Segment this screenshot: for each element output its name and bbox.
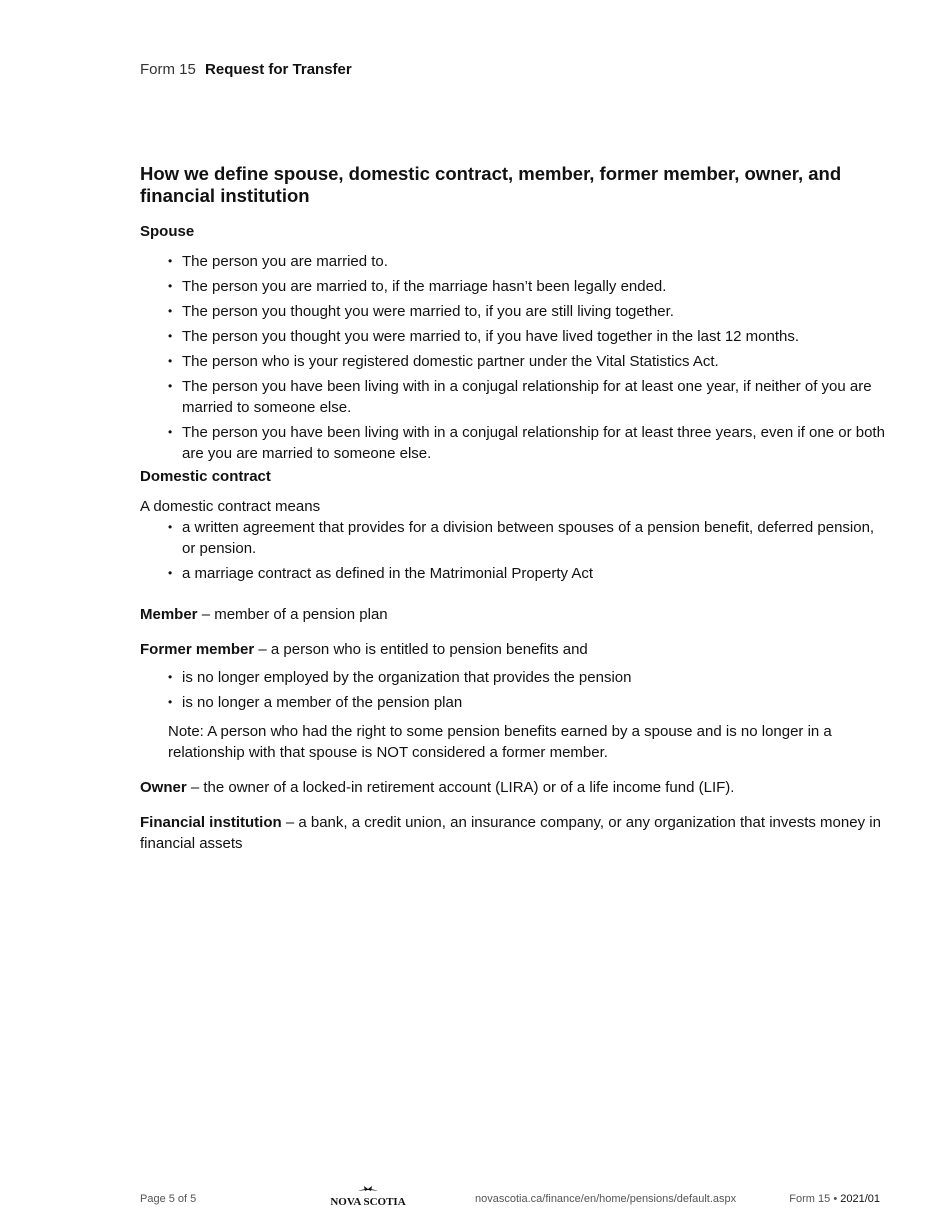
list-item: • The person you thought you were married to, if you are still living together. xyxy=(168,301,885,322)
spouse-list xyxy=(140,251,885,464)
former-member-text: – a person who is entitled to pension benefits and xyxy=(254,641,588,658)
footer-separator: • xyxy=(830,1193,841,1205)
financial-institution-term: Financial institution xyxy=(140,814,282,831)
list-item: • The person you are married to. xyxy=(168,251,885,272)
list-item: • The person you thought you were married to, if you have lived together in the last 12 months. xyxy=(168,326,885,347)
domestic-contract-list xyxy=(140,517,885,584)
footer-form-date: 2021/01 xyxy=(840,1193,880,1205)
list-item: • is no longer a member of the pension plan xyxy=(168,692,885,713)
list-item: • The person you have been living with in a conjugal relationship for at least one year, if neither of you are married to someone else. xyxy=(168,376,885,418)
financial-institution-definition xyxy=(140,812,885,854)
member-term: Member xyxy=(140,606,198,623)
spouse-heading: Spouse xyxy=(140,223,195,240)
domestic-contract-heading: Domestic contract xyxy=(140,468,271,485)
owner-text: – the owner of a locked-in retirement account (LIRA) or of a life income fund (LIF). xyxy=(186,779,735,796)
section-heading: How we define spouse, domestic contract, member, former member, owner, and financial institution xyxy=(140,163,842,206)
footer-form-number: Form 15 xyxy=(789,1193,831,1205)
domestic-contract-intro: A domestic contract means xyxy=(140,498,321,515)
owner-term: Owner xyxy=(140,779,187,796)
list-item: • The person you have been living with in a conjugal relationship for at least three years, even if one or both are you are married to someone else. xyxy=(168,422,885,464)
form-number: Form 15 xyxy=(140,61,196,78)
list-item: • The person you are married to, if the marriage hasn’t been legally ended. xyxy=(168,276,885,297)
financial-institution-text: – a bank, a credit union, an insurance company, or any organization that invests money in financial assets xyxy=(140,814,881,852)
former-member-list xyxy=(140,667,885,713)
former-member-note: Note: A person who had the right to some pension benefits earned by a spouse and is no longer in a relationship with that spouse is NOT considered a former member. xyxy=(168,723,832,761)
former-member-definition xyxy=(140,639,885,660)
list-item: • The person who is your registered domestic partner under the Vital Statistics Act. xyxy=(168,351,885,372)
page-footer xyxy=(140,1191,880,1213)
logo-text: NOVA SCOTIA xyxy=(330,1196,406,1208)
list-item: • is no longer employed by the organization that provides the pension xyxy=(168,667,885,688)
form-title: Request for Transfer xyxy=(205,61,352,78)
owner-definition xyxy=(140,777,885,798)
former-member-term: Former member xyxy=(140,641,255,658)
footer-form-reference xyxy=(789,1193,880,1205)
list-item: • a written agreement that provides for a division between spouses of a pension benefit, deferred pension, or pension. xyxy=(168,517,885,559)
member-definition xyxy=(140,604,885,625)
nova-scotia-logo xyxy=(328,1184,408,1210)
page-number: Page 5 of 5 xyxy=(140,1193,197,1205)
list-item: • a marriage contract as defined in the Matrimonial Property Act xyxy=(168,563,885,584)
page-header xyxy=(140,61,352,78)
definitions-content xyxy=(140,163,885,868)
member-text: – member of a pension plan xyxy=(197,606,388,623)
footer-url: novascotia.ca/finance/en/home/pensions/default.aspx xyxy=(475,1193,737,1205)
